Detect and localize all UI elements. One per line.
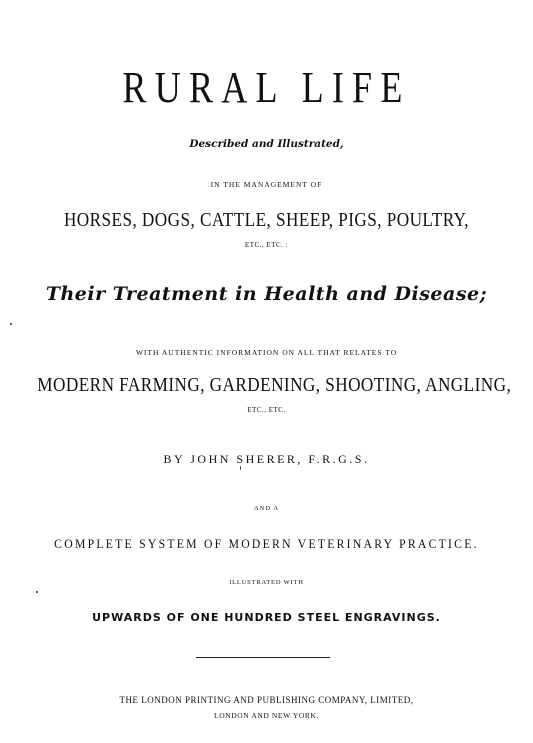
- management-intro: IN THE MANAGEMENT OF: [210, 180, 323, 189]
- illustrated-with-line: ILLUSTRATED WITH: [229, 579, 304, 586]
- engravings-line: UPWARDS OF ONE HUNDRED STEEL ENGRAVINGS.: [92, 611, 441, 624]
- book-title: RURAL LIFE: [122, 63, 411, 112]
- and-a-line: AND A: [253, 505, 280, 512]
- divider-rule: [196, 657, 330, 658]
- etc-line-2: ETC., ETC.: [247, 406, 286, 414]
- animals-line: HORSES, DOGS, CATTLE, SHEEP, PIGS, POULTRY,: [63, 209, 470, 231]
- print-speck: [36, 591, 38, 593]
- etc-line-1: ETC., ETC. :: [244, 241, 289, 249]
- author-line: BY JOHN SHERER, F.R.G.S.: [163, 452, 370, 466]
- info-intro: WITH AUTHENTIC INFORMATION ON ALL THAT RELATES TO: [135, 348, 398, 357]
- print-speck: [240, 466, 241, 470]
- treatment-line: Their Treatment in Health and Disease;: [45, 283, 488, 305]
- publisher-line: THE LONDON PRINTING AND PUBLISHING COMPANY, LIMITED,: [119, 695, 414, 705]
- described-line: Described and Illustrated,: [189, 138, 344, 150]
- place-line: LONDON AND NEW YORK.: [214, 711, 319, 720]
- print-speck: [10, 323, 12, 325]
- veterinary-system-line: COMPLETE SYSTEM OF MODERN VETERINARY PRACTICE.: [54, 536, 479, 551]
- farming-line: MODERN FARMING, GARDENING, SHOOTING, ANGLING,: [37, 374, 512, 396]
